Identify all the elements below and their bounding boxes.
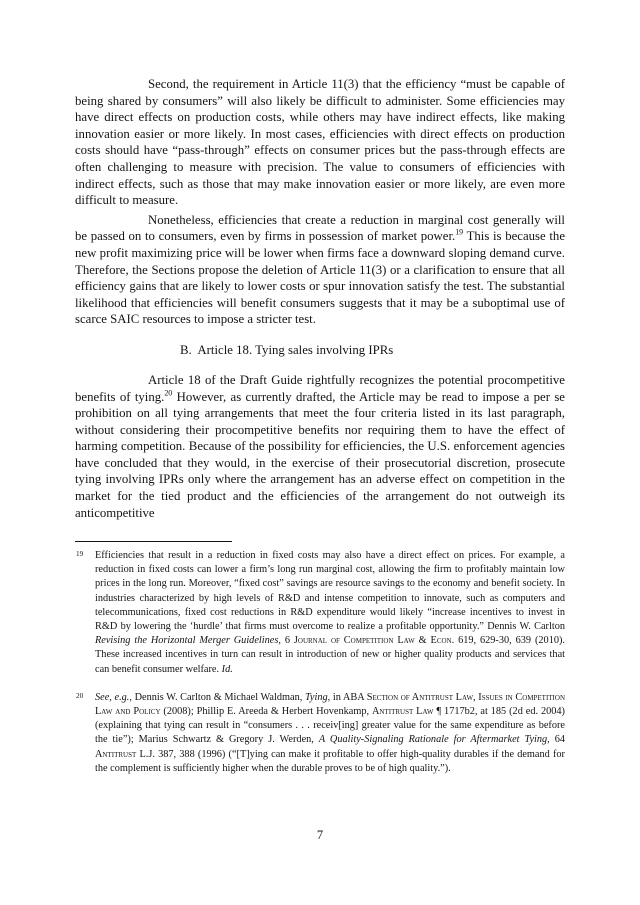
page-number: 7: [316, 828, 324, 842]
section-heading-article-18: B. Article 18. Tying sales involving IPRs: [180, 342, 394, 357]
paragraph-second-requirement: Second, the requirement in Article 11(3) that the efficiency “must be capable of being shared by consumers” will also likely be difficult to administer. Some efficiencies may have direct effects on production costs, while others may have indirect effects, like making innovation easier or more likely. In most cases, efficiencies with direct effects on production costs should have “pass-through” effects on consumer prices but the pass-through effects are often challenging to measure with precision. The value to consumers of efficiencies with indirect effects, such as those that may make innovation easier or more likely, are even more difficult to measure.: [75, 77, 565, 208]
body-text: [75, 76, 565, 524]
footnote-section: [75, 541, 565, 790]
footnote-20-text: See, e.g., Dennis W. Carlton & Michael Waldman, Tying, in ABA Section of Antitrust Law, Issues in Competition Law and Policy (2008); Phillip E. Areeda & Herbert Hovenkamp, Antitrust Law ¶ 1717b2, at 185 (2d ed. 2004) (explaining that tying can result in “consumers . . . receiv[ing] greater value for the same expenditure as before the tie”); Marius Schwartz & Gregory J. Werden, A Quality-Signaling Rationale for Aftermarket Tying, 64 Antitrust L.J. 387, 388 (1996) (“[T]ying can make it profitable to offer high-quality durables if the demand for the complement is sufficiently higher when the durable proves to be of high quality.”).: [95, 691, 566, 774]
paragraph-nonetheless-efficiencies: Nonetheless, efficiencies that create a reduction in marginal cost generally will be passed on to consumers, even by firms in possession of market power.$^{19}$ This is because the new profit maximizing price will be lower when firms face a downward sloping demand curve. Therefore, the Sections propose the deletion of Article 11(3) or a clarification to ensure that all efficiency gains that are likely to lower costs or spur innovation satisfy the test. The substantial likelihood that efficiencies will benefit consumers suggests that it may be a suboptimal use of scarce SAIC resources to impose a stricter test.: [75, 212, 565, 327]
footnote-20: [75, 691, 565, 776]
footnote-20-number: 20: [76, 691, 84, 700]
footnote-19: [75, 549, 565, 677]
footnote-separator-rule: [75, 541, 232, 542]
footnote-19-number: 19: [76, 550, 84, 558]
footnote-19-text: Efficiencies that result in a reduction in fixed costs may also have a direct effect on prices. For example, a reduction in fixed costs can lower a firm’s long run marginal cost, allowing the firm to profitably maintain low prices in the long run. Moreover, “fixed cost” savings are resource savings to the economy and benefit society. In industries characterized by high levels of R&D and intense competition to innovate, such as computers and telecommunications, fixed cost reductions in R&D expenditure would likely “increase incentives to invest in R&D by lowering the ‘hurdle’ that firms must overcome to realize a profitable opportunity.” Dennis W. Carlton Revising the Horizontal Merger Guidelines, 6 Journal of Competition Law & Econ. 619, 629-30, 639 (2010). These increased incentives in turn can result in introduction of new or higher quality products and services that can benefit consumer welfare. Id.: [95, 550, 565, 675]
paragraph-article-18: Article 18 of the Draft Guide rightfully recognizes the potential procompetitive benefits of tying.$^{20}$ However, as currently drafted, the Article may be read to impose a per se prohibition on all tying arrangements that meet the four criteria listed in its last paragraph, without considering their procompetitive benefits nor requiring them to have the effect of harming competition. Because of the possibility for efficiencies, the U.S. enforcement agencies have concluded that they would, in the exercise of their prosecutorial discretion, prosecute tying involving IPRs only where the arrangement has an adverse effect on competition in the market for the tied product and the efficiencies of the arrangement do not outweigh its anticompetitive: [75, 372, 565, 520]
